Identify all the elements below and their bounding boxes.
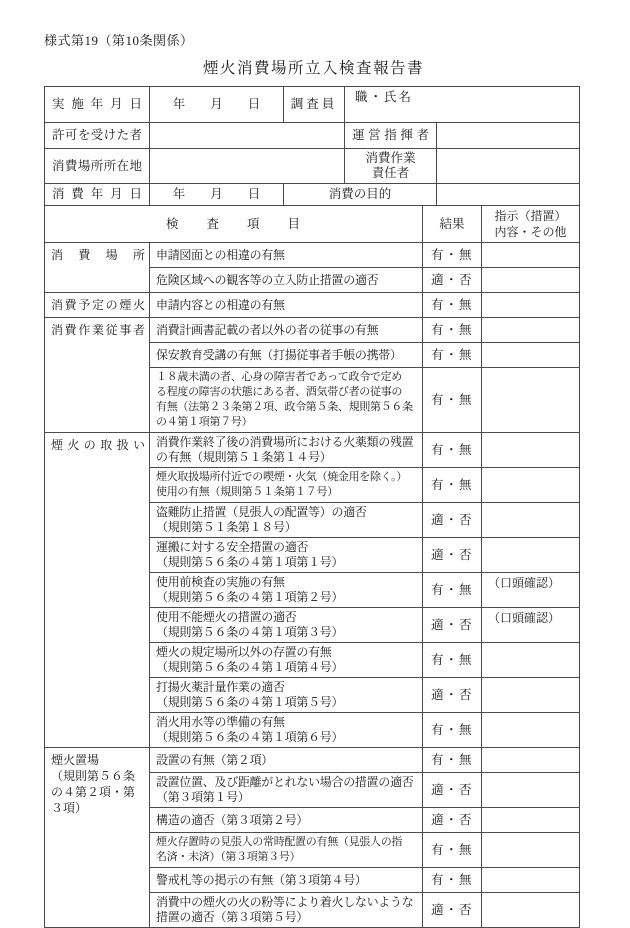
inspection-item: 消費中の煙火の火の粉等により着火しないような 措置の適否（第３項第５号） bbox=[150, 893, 423, 928]
table-row bbox=[45, 318, 580, 343]
instruction-note bbox=[482, 343, 580, 368]
result-options: 有・無 bbox=[423, 343, 482, 368]
instruction-note bbox=[482, 773, 580, 808]
table-row bbox=[45, 293, 580, 318]
instruction-note bbox=[482, 433, 580, 468]
implementation-date-field: 年 月 日 bbox=[150, 87, 284, 123]
inspection-item: 使用不能煙火の措置の適否 （規則第５６条の４第１項第３号） bbox=[150, 608, 423, 643]
column-header-items: 検 査 項 目 bbox=[45, 206, 423, 243]
inspection-item: 保安教育受講の有無（打揚従事者手帳の携帯） bbox=[150, 343, 423, 368]
operation-commander-label: 運営指揮者 bbox=[345, 123, 437, 149]
table-row bbox=[45, 243, 580, 268]
category-consumption-workers: 消費作業従事者 bbox=[45, 318, 150, 433]
instruction-note bbox=[482, 503, 580, 538]
instruction-note bbox=[482, 748, 580, 773]
instruction-note bbox=[482, 713, 580, 748]
permit-holder-label: 許可を受けた者 bbox=[45, 123, 150, 149]
document-title: 煙火消費場所立入検査報告書 bbox=[202, 60, 424, 77]
site-address-field bbox=[150, 149, 345, 184]
instruction-note bbox=[482, 868, 580, 893]
inspection-table bbox=[44, 205, 580, 928]
inspection-item: 設置位置、及び距離がとれない場合の措置の適否 （第３項第１号） bbox=[150, 773, 423, 808]
table-row bbox=[45, 748, 580, 773]
inspection-item: 盗難防止措置（見張人の配置等）の適否 （規則第５１条第１８号） bbox=[150, 503, 423, 538]
result-options: 適・否 bbox=[423, 678, 482, 713]
result-options: 有・無 bbox=[423, 468, 482, 503]
result-options: 有・無 bbox=[423, 748, 482, 773]
purpose-label: 消費の目的 bbox=[284, 184, 437, 206]
inspection-item: 煙火取扱場所付近での喫煙・火気（焼金用を除く。） 使用の有無（規則第５１条第１７号） bbox=[150, 468, 423, 503]
inspection-item: 打揚火薬計量作業の適否 （規則第５６条の４第１項第５号） bbox=[150, 678, 423, 713]
instruction-note bbox=[482, 833, 580, 868]
instruction-note bbox=[482, 643, 580, 678]
result-options: 適・否 bbox=[423, 503, 482, 538]
result-options: 有・無 bbox=[423, 573, 482, 608]
position-name-label: 職・氏名 bbox=[345, 87, 580, 123]
column-header-instruction: 指示（措置） 内容・その他 bbox=[482, 206, 580, 243]
form-code: 様式第19（第10条関係） bbox=[44, 33, 194, 48]
result-options: 適・否 bbox=[423, 538, 482, 573]
result-options: 有・無 bbox=[423, 318, 482, 343]
inspection-item: 構造の適否（第３項第２号） bbox=[150, 808, 423, 833]
inspection-item: 申請内容との相違の有無 bbox=[150, 293, 423, 318]
consumption-date-label: 消費年月日 bbox=[45, 184, 150, 206]
category-consumption-site: 消費場所 bbox=[45, 243, 150, 293]
header-info-table bbox=[44, 86, 580, 206]
operation-commander-field bbox=[437, 123, 580, 149]
instruction-note bbox=[482, 368, 580, 433]
instruction-note: （口頭確認） bbox=[482, 573, 580, 608]
result-options: 有・無 bbox=[423, 643, 482, 678]
instruction-note bbox=[482, 468, 580, 503]
table-row bbox=[45, 433, 580, 468]
purpose-field bbox=[437, 184, 580, 206]
inspection-item: 煙火存置時の見張人の常時配置の有無（見張人の指 名済・未済）（第３項第３号） bbox=[150, 833, 423, 868]
column-header-result: 結果 bbox=[423, 206, 482, 243]
instruction-note bbox=[482, 678, 580, 713]
inspection-item: 設置の有無（第２項） bbox=[150, 748, 423, 773]
result-options: 有・無 bbox=[423, 833, 482, 868]
instruction-note bbox=[482, 808, 580, 833]
inspection-item: 申請図面との相違の有無 bbox=[150, 243, 423, 268]
inspection-item: 消費計画書記載の者以外の者の従事の有無 bbox=[150, 318, 423, 343]
investigator-label: 調査員 bbox=[284, 87, 345, 123]
inspection-item: 消火用水等の準備の有無 （規則第５６条の４第１項第６号） bbox=[150, 713, 423, 748]
result-options: 適・否 bbox=[423, 773, 482, 808]
consumption-date-row bbox=[45, 184, 580, 206]
inspection-item: 消費作業終了後の消費場所における火薬類の残置 の有無（規則第５１条第１４号） bbox=[150, 433, 423, 468]
instruction-note bbox=[482, 268, 580, 293]
work-supervisor-field bbox=[437, 149, 580, 184]
inspection-item: 危険区域への観客等の立入防止措置の適否 bbox=[150, 268, 423, 293]
instruction-note: （口頭確認） bbox=[482, 608, 580, 643]
inspection-item: 運搬に対する安全措置の適否 （規則第５６条の４第１項第１号） bbox=[150, 538, 423, 573]
result-options: 有・無 bbox=[423, 433, 482, 468]
result-options: 適・否 bbox=[423, 608, 482, 643]
instruction-note bbox=[482, 243, 580, 268]
inspection-item: 警戒札等の掲示の有無（第３項第４号） bbox=[150, 868, 423, 893]
implementation-date-row bbox=[45, 87, 580, 123]
work-supervisor-label: 消費作業 責任者 bbox=[345, 149, 437, 184]
result-options: 適・否 bbox=[423, 268, 482, 293]
result-options: 適・否 bbox=[423, 808, 482, 833]
inspection-item: 使用前検査の実施の有無 （規則第５６条の４第１項第２号） bbox=[150, 573, 423, 608]
result-options: 有・無 bbox=[423, 713, 482, 748]
inspection-item: 煙火の規定場所以外の存置の有無 （規則第５６条の４第１項第４号） bbox=[150, 643, 423, 678]
category-fireworks-handling: 煙火の取扱い bbox=[45, 433, 150, 748]
instruction-note bbox=[482, 893, 580, 928]
result-options: 有・無 bbox=[423, 243, 482, 268]
result-options: 適・否 bbox=[423, 893, 482, 928]
instruction-note bbox=[482, 318, 580, 343]
result-options: 有・無 bbox=[423, 868, 482, 893]
result-options: 有・無 bbox=[423, 368, 482, 433]
category-fireworks-storage: 煙火置場 （規則第５６条の４第２項・第３項） bbox=[45, 748, 150, 928]
category-scheduled-fireworks: 消費予定の煙火 bbox=[45, 293, 150, 318]
permit-holder-field bbox=[150, 123, 345, 149]
inspection-header-row bbox=[45, 206, 580, 243]
site-address-label: 消費場所所在地 bbox=[45, 149, 150, 184]
inspection-item: １８歳未満の者、心身の障害者であって政令で定め る程度の障害の状態にある者、酒気帯び者の従事の 有無（法第２３条第２項、政令第５条、規則第５６条 の４第１項第７号） bbox=[150, 368, 423, 433]
instruction-note bbox=[482, 293, 580, 318]
site-address-row bbox=[45, 149, 580, 184]
implementation-date-label: 実施年月日 bbox=[45, 87, 150, 123]
permit-holder-row bbox=[45, 123, 580, 149]
result-options: 有・無 bbox=[423, 293, 482, 318]
consumption-date-field: 年 月 日 bbox=[150, 184, 284, 206]
instruction-note bbox=[482, 538, 580, 573]
